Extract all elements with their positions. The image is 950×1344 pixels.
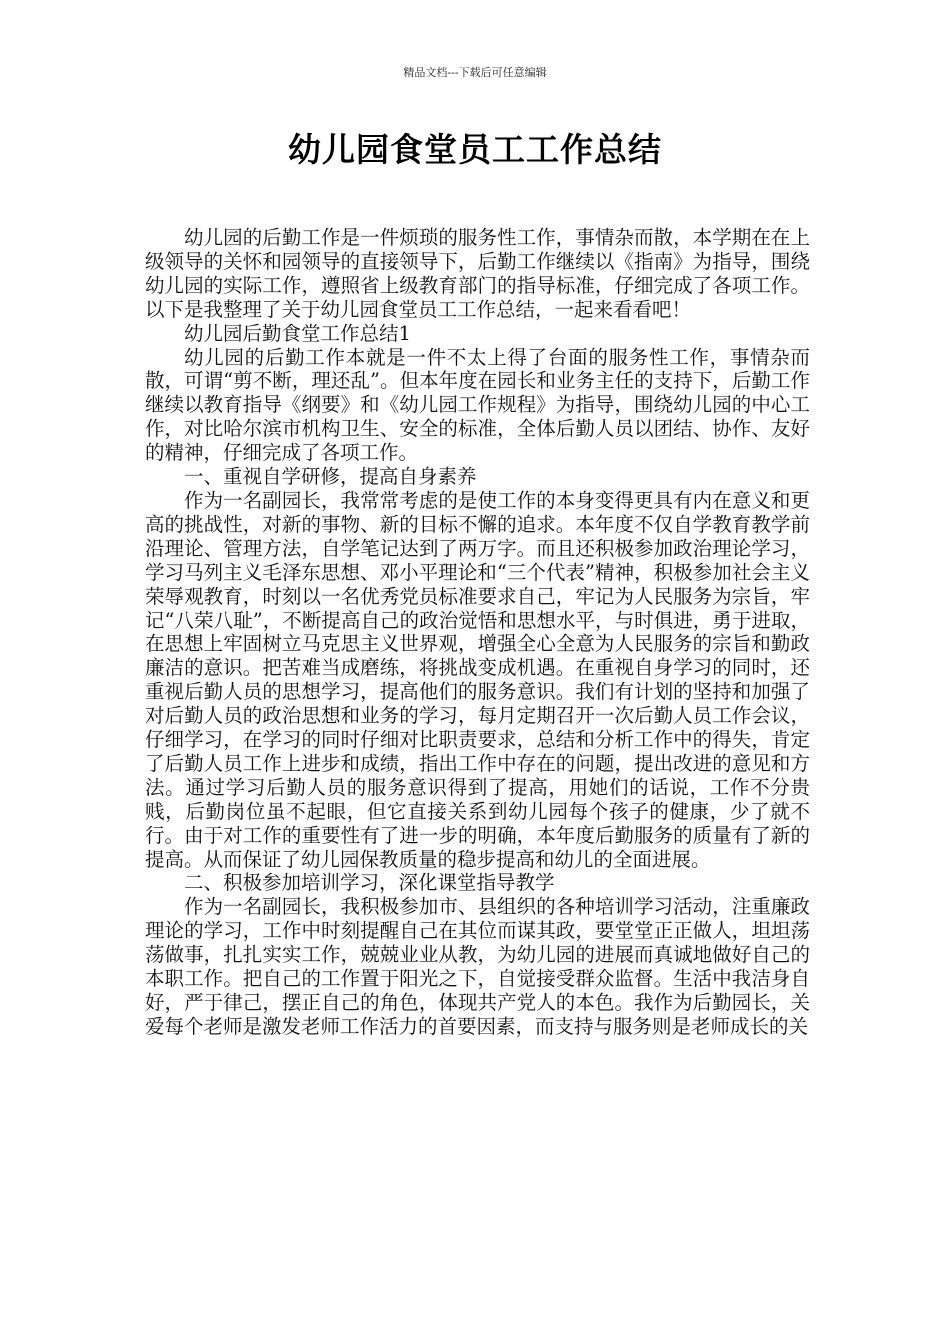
intro-paragraph: 幼儿园的后勤工作是一件烦琐的服务性工作，事情杂而散，本学期在在上级领导的关怀和园领导的直接领导下，后勤工作继续以《指南》为指导，围绕幼儿园的实际工作，遵照省上级教育部门的指导标准，仔细完成了各项工作。以下是我整理了关于幼儿园食堂员工工作总结，一起来看看吧！ bbox=[145, 226, 810, 321]
document-title: 幼儿园食堂员工工作总结 bbox=[288, 130, 662, 169]
body-paragraph: 作为一名副园长，我常常考虑的是使工作的本身变得更具有内在意义和更高的挑战性，对新的事物、新的目标不懈的追求。本年度不仅自学教育教学前沿理论、管理方法，自学笔记达到了两万字。而且还积极参加政治理论学习，学习马列主义毛泽东思想、邓小平理论和“三个代表”精神，积极参加社会主义荣辱观教育，时刻以一名优秀党员标准要求自己，牢记为人民服务为宗旨，牢记“八荣八耻”，不断提高自己的政治觉悟和思想水平，与时俱进，勇于进取，在思想上牢固树立马克思主义世界观，增强全心全意为人民服务的宗旨和勤政廉洁的意识。把苦难当成磨练，将挑战变成机遇。在重视自身学习的同时，还重视后勤人员的思想学习，提高他们的服务意识。我们有计划的坚持和加强了对后勤人员的政治思想和业务的学习，每月定期召开一次后勤人员工作会议，仔细学习，在学习的同时仔细对比职责要求，总结和分析工作中的得失，肯定了后勤人员工作上进步和成绩，指出工作中存在的问题，提出改进的意见和方法。通过学习后勤人员的服务意识得到了提高，用她们的话说，工作不分贵贱，后勤岗位虽不起眼，但它直接关系到幼儿园每个孩子的健康，少了就不行。由于对工作的重要性有了进一步的明确，本年度后勤服务的质量有了新的提高。从而保证了幼儿园保教质量的稳步提高和幼儿的全面进展。 bbox=[145, 488, 810, 871]
section-heading: 幼儿园后勤食堂工作总结1 bbox=[184, 321, 411, 345]
section-heading: 二、积极参加培训学习，深化课堂指导教学 bbox=[184, 871, 555, 895]
document-body bbox=[145, 226, 810, 1039]
page-header-note: 精品文档---下载后可任意编辑 bbox=[403, 66, 547, 79]
body-paragraph: 作为一名副园长，我积极参加市、县组织的各种培训学习活动，注重廉政理论的学习，工作中时刻提醒自己在其位而谋其政，要堂堂正正做人，坦坦荡荡做事，扎扎实实工作，兢兢业业从教，为幼儿园的进展而真诚地做好自己的本职工作。把自己的工作置于阳光之下，自觉接受群众监督。生活中我洁身自好，严于律己，摆正自己的角色，体现共产党人的本色。我作为后勤园长，关爱每个老师是激发老师工作活力的首要因素，而支持与服务则是老师成长的关 bbox=[145, 895, 810, 1038]
body-paragraph: 幼儿园的后勤工作本就是一件不太上得了台面的服务性工作，事情杂而散，可谓“剪不断，理还乱”。但本年度在园长和业务主任的支持下，后勤工作继续以教育指导《纲要》和《幼儿园工作规程》为指导，围绕幼儿园的中心工作，对比哈尔滨市机构卫生、安全的标准，全体后勤人员以团结、协作、友好的精神，仔细完成了各项工作。 bbox=[145, 345, 810, 465]
section-heading: 一、重视自学研修，提高自身素养 bbox=[184, 465, 477, 489]
